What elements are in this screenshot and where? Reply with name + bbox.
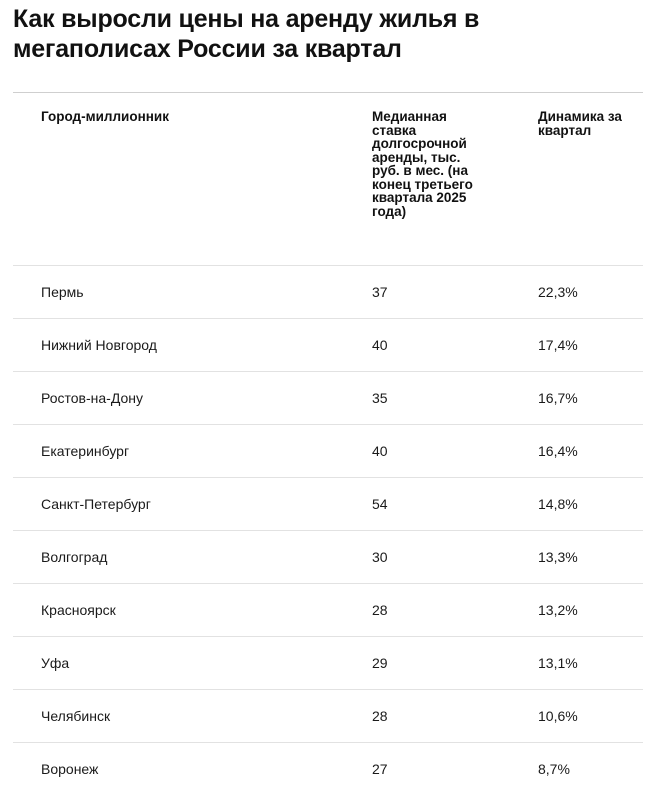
- table-row: [13, 372, 643, 425]
- change-cell: 13,3%: [538, 549, 578, 565]
- table-row: [13, 743, 643, 795]
- city-cell: Екатеринбург: [41, 443, 130, 459]
- rate-cell: 29: [372, 655, 388, 671]
- city-cell: Нижний Новгород: [41, 337, 157, 353]
- table-row: [13, 637, 643, 690]
- table-row: [13, 478, 643, 531]
- rate-cell: 28: [372, 708, 388, 724]
- rate-cell: 40: [372, 443, 388, 459]
- city-cell: Санкт-Петербург: [41, 496, 151, 512]
- change-cell: 17,4%: [538, 337, 578, 353]
- column-header-city: Город-миллионник: [41, 109, 169, 124]
- change-cell: 10,6%: [538, 708, 578, 724]
- rate-cell: 54: [372, 496, 388, 512]
- table-body: [13, 266, 643, 795]
- city-cell: Воронеж: [41, 761, 99, 777]
- table-row: [13, 584, 643, 637]
- table-header: [13, 93, 643, 266]
- table-row: [13, 690, 643, 743]
- city-cell: Волгоград: [41, 549, 108, 565]
- table-row: [13, 266, 643, 319]
- city-cell: Ростов-на-Дону: [41, 390, 143, 406]
- column-header-rate: Медианная ставка долгосрочной аренды, тыс. руб. в мес. (на конец третьего квартала 2025 года): [372, 109, 473, 219]
- change-cell: 13,2%: [538, 602, 578, 618]
- city-cell: Уфа: [41, 655, 70, 671]
- table-row: [13, 425, 643, 478]
- change-cell: 13,1%: [538, 655, 578, 671]
- change-cell: 14,8%: [538, 496, 578, 512]
- change-cell: 22,3%: [538, 284, 578, 300]
- table-row: [13, 319, 643, 372]
- change-cell: 16,4%: [538, 443, 578, 459]
- city-cell: Красноярск: [41, 602, 116, 618]
- rate-cell: 27: [372, 761, 388, 777]
- change-cell: 16,7%: [538, 390, 578, 406]
- rate-cell: 40: [372, 337, 388, 353]
- city-cell: Челябинск: [41, 708, 111, 724]
- rate-cell: 28: [372, 602, 388, 618]
- column-header-change: Динамика за квартал: [538, 109, 622, 138]
- rate-cell: 37: [372, 284, 388, 300]
- rate-cell: 30: [372, 549, 388, 565]
- chart-title: Как выросли цены на аренду жилья в мегаполисах России за квартал: [13, 5, 480, 63]
- table-row: [13, 531, 643, 584]
- city-cell: Пермь: [41, 284, 84, 300]
- rate-cell: 35: [372, 390, 388, 406]
- change-cell: 8,7%: [538, 761, 570, 777]
